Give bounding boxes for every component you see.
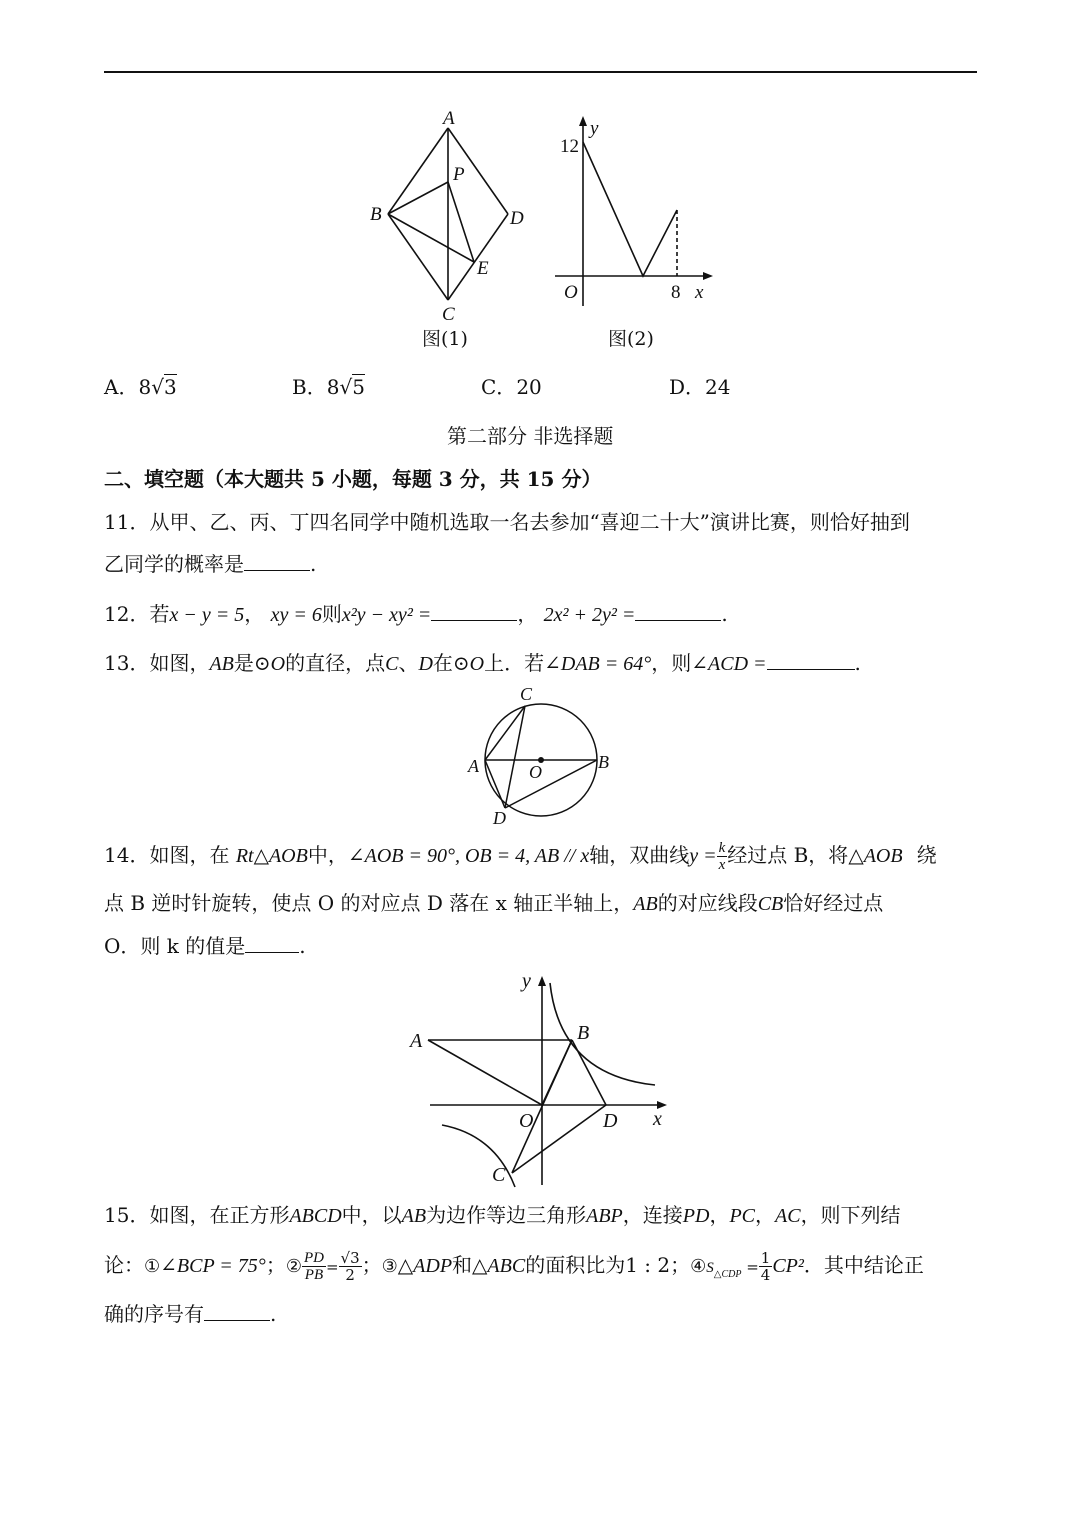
q13-line: 13．如图，AB是⊙O的直径，点C、D在⊙O上．若∠DAB = 64°，则∠ACD = . xyxy=(104,651,861,675)
q12-answer-blank-1[interactable] xyxy=(431,600,517,621)
figure-2-caption: 图(2) xyxy=(608,328,654,350)
label-x: x xyxy=(653,1108,662,1130)
chord-db xyxy=(505,760,597,808)
q11-answer-blank[interactable] xyxy=(244,550,310,571)
q12-line: 12．若x − y = 5， xy = 6则x²y − xy² = ， 2x² + 2y² = . xyxy=(104,602,728,626)
figure-1-rhombus xyxy=(360,100,540,350)
part-2-title: 第二部分 非选择题 xyxy=(447,424,614,448)
tick-12: 12 xyxy=(560,136,579,157)
q12-answer-blank-2[interactable] xyxy=(635,600,721,621)
edge-dc xyxy=(448,214,508,300)
label-d: D xyxy=(603,1110,618,1132)
fraction-sqrt3-over-2: $\frac{√3}{2}$ xyxy=(340,1249,360,1284)
label-y: y xyxy=(522,970,531,992)
q15-line1: 15．如图，在正方形ABCD中，以AB为边作等边三角形ABP，连接PD，PC，AC，则下列结 xyxy=(104,1203,901,1227)
label-o: O xyxy=(529,762,542,782)
q14-line1: 14．如图，在 Rt△AOB中，∠AOB = 90°, OB = 4, AB // x轴，双曲线y = $\frac{k}{x}$ 经过点 B，将△AOB 绕 xyxy=(104,840,937,873)
segment-bd xyxy=(572,1040,606,1105)
q14-answer-blank[interactable] xyxy=(245,932,299,953)
chord-cd xyxy=(505,706,525,808)
segment-ao xyxy=(428,1040,542,1105)
label-o: O xyxy=(519,1110,534,1132)
label-p: P xyxy=(453,164,465,185)
hyperbola-branch-upper xyxy=(550,983,655,1085)
graph-line xyxy=(583,142,677,276)
y-axis-arrow xyxy=(538,976,546,986)
q14-line2: 点 B 逆时针旋转，使点 O 的对应点 D 落在 x 轴正半轴上，AB的对应线段CB恰好经过点 xyxy=(104,891,884,915)
label-a: A xyxy=(410,1030,423,1052)
q15-line3: 确的序号有 . xyxy=(104,1302,277,1326)
option-c: C．20 xyxy=(481,375,542,399)
figure-2-graph xyxy=(550,110,730,352)
figure-1-caption: 图(1) xyxy=(422,328,468,350)
option-b: B．8√5 xyxy=(292,375,365,399)
label-c: C xyxy=(492,1164,506,1186)
fraction-pd-over-pb: $\frac{PD}{PB}$ xyxy=(303,1250,324,1283)
label-b: B xyxy=(577,1022,590,1044)
q14-hyperbola-figure xyxy=(400,965,680,1195)
label-a: A xyxy=(468,756,479,776)
y-axis-arrow xyxy=(579,116,587,126)
label-y: y xyxy=(590,118,599,139)
q13-circle-figure xyxy=(465,680,615,830)
label-d: D xyxy=(493,808,506,828)
tick-8: 8 xyxy=(671,282,681,303)
q15-answer-blank[interactable] xyxy=(204,1300,270,1321)
label-e: E xyxy=(477,258,489,279)
chord-ad xyxy=(485,760,505,808)
label-b: B xyxy=(370,204,382,225)
q11-line1: 11．从甲、乙、丙、丁四名同学中随机选取一名去参加“喜迎二十大”演讲比赛，则恰好抽到 xyxy=(104,510,910,534)
q15-line2: 论：①∠BCP = 75°；② $\frac{PD}{PB}$ = $\frac{√3}{2}$ ；③△ADP和△ABC的面积比为1 : 2；$④S_{\triangle CDP}$ = $\frac{1}{4}$ CP²．其中结论正 xyxy=(104,1249,924,1284)
label-a: A xyxy=(443,108,455,129)
fraction-1-over-4: $\frac{1}{4}$ xyxy=(760,1249,771,1284)
edge-bc xyxy=(388,214,448,300)
section-2-heading: 二、填空题（本大题共 5 小题，每题 3 分，共 15 分） xyxy=(104,467,602,491)
label-b: B xyxy=(598,752,609,772)
q13-answer-blank[interactable] xyxy=(767,649,855,670)
label-origin: O xyxy=(564,282,578,303)
label-d: D xyxy=(510,208,524,229)
segment-bp xyxy=(388,182,448,214)
top-rule xyxy=(104,71,977,73)
fraction-k-over-x: $\frac{k}{x}$ xyxy=(718,840,726,873)
label-x: x xyxy=(695,282,704,303)
x-axis-arrow xyxy=(703,272,713,280)
option-a: A．8√3 xyxy=(104,375,177,399)
option-d: D．24 xyxy=(669,375,731,399)
q11-line2: 乙同学的概率是 . xyxy=(104,552,317,576)
label-c: C xyxy=(442,304,455,325)
edge-ab xyxy=(388,128,448,214)
label-c: C xyxy=(520,684,533,704)
q14-line3: O．则 k 的值是 . xyxy=(104,934,306,958)
